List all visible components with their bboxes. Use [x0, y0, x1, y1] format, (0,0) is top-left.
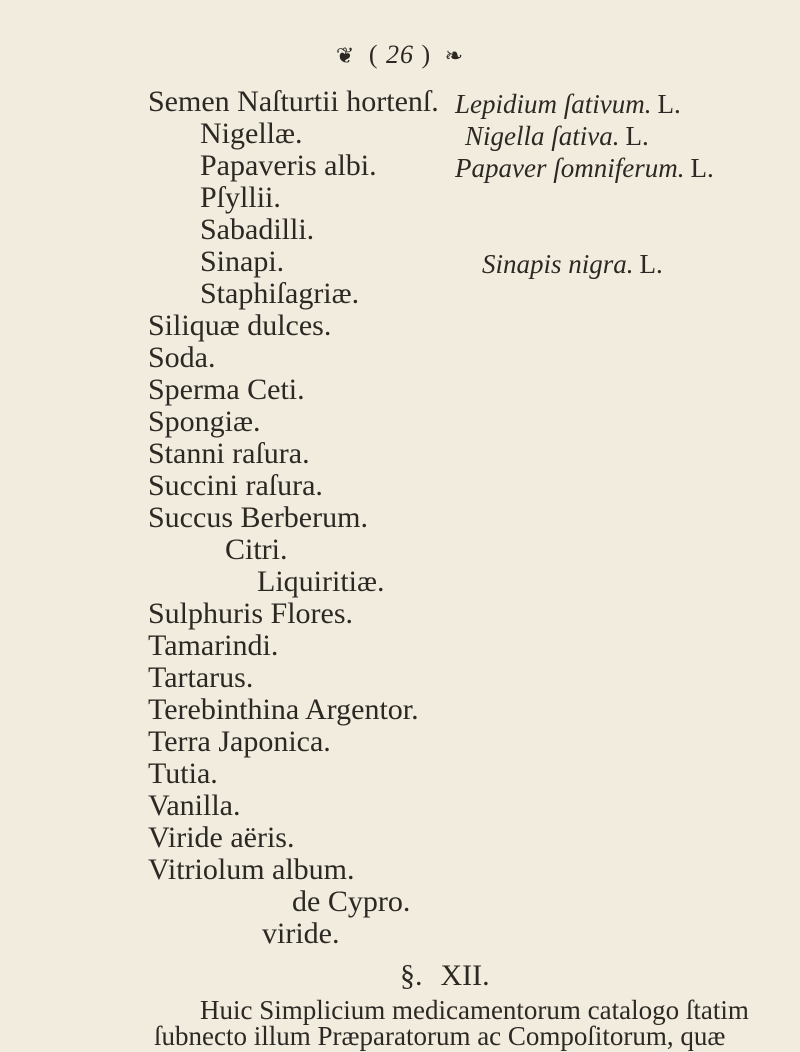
entry-succus-berberum: Succus Berberum.	[148, 501, 368, 534]
entry-sperma-ceti: Sperma Ceti.	[148, 373, 305, 406]
paren-open: (	[368, 40, 379, 69]
synonym-papaver	[455, 150, 714, 186]
synonym-author: L.	[625, 121, 649, 151]
synonym-author: L.	[690, 153, 714, 183]
synonym-name: Sinapis nigra.	[482, 249, 634, 279]
ornament-right-icon: ❧	[444, 43, 465, 68]
entry-liquiritiae: Liquiritiæ.	[257, 565, 385, 598]
entry-succini-rasura: Succini raſura.	[148, 469, 323, 502]
synonym-author: L.	[639, 249, 663, 279]
page-number: 26	[386, 40, 414, 69]
entry-de-cypro: de Cypro.	[292, 885, 411, 918]
entry-stanni-rasura: Stanni raſura.	[148, 437, 310, 470]
synonym-author: L.	[657, 89, 681, 119]
paragraph-line-1: Huic Simplicium medicamentorum catalogo ſtatim	[200, 995, 749, 1025]
synonym-name: Lepidium ſativum.	[455, 89, 652, 119]
synonym-lepidium	[455, 86, 681, 122]
synonym-name: Nigella ſativa.	[465, 121, 620, 151]
ornament-left-icon: ❦	[335, 43, 356, 68]
entry-tutia: Tutia.	[148, 757, 218, 790]
entry-vitriolum-album: Vitriolum album.	[148, 853, 355, 886]
paren-close: )	[421, 40, 432, 69]
section-symbol: §.	[400, 959, 423, 992]
entry-vanilla: Vanilla.	[148, 789, 241, 822]
entry-siliquae: Siliquæ dulces.	[148, 309, 332, 342]
entry-terra-japonica: Terra Japonica.	[148, 725, 331, 758]
entry-semen-nasturtii: Semen Naſturtii hortenſ.	[148, 85, 439, 118]
entry-viride: viride.	[262, 917, 340, 950]
entry-spongiae: Spongiæ.	[148, 405, 261, 438]
entry-terebinthina: Terebinthina Argentor.	[148, 693, 419, 726]
entry-viride-aeris: Viride aëris.	[148, 821, 295, 854]
section-number: XII.	[440, 959, 490, 992]
paragraph-line-2: ſubnecto illum Præparatorum ac Compoſitorum, quæ	[154, 1021, 726, 1051]
page-header	[0, 40, 800, 70]
entry-psyllii: Pſyllii.	[200, 181, 281, 214]
entry-nigellae: Nigellæ.	[200, 117, 303, 150]
entry-staphisagriae: Staphiſagriæ.	[200, 277, 360, 310]
entry-sabadilli: Sabadilli.	[200, 213, 315, 246]
entry-sinapi: Sinapi.	[200, 245, 285, 278]
synonym-nigella	[465, 118, 649, 154]
entry-soda: Soda.	[148, 341, 216, 374]
entry-citri: Citri.	[225, 533, 288, 566]
entry-tartarus: Tartarus.	[148, 661, 254, 694]
entry-papaveris: Papaveris albi.	[200, 149, 377, 182]
synonym-name: Papaver ſomniferum.	[455, 153, 685, 183]
synonym-sinapis	[482, 246, 663, 282]
entry-tamarindi: Tamarindi.	[148, 629, 279, 662]
entry-sulphuris: Sulphuris Flores.	[148, 597, 354, 630]
section-heading	[400, 958, 490, 994]
